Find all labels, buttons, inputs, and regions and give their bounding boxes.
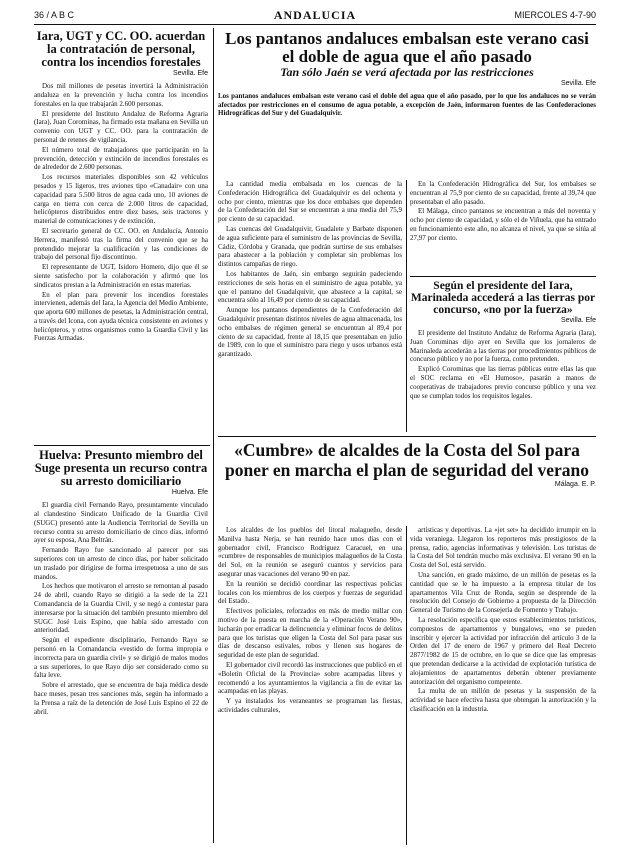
paragraph: Según el expediente disciplinario, Fernando Rayo se personó en la Comandancia «vestido de forma impropia e incorrecta para un guardia civil» y se dirigió de malos modos a sus superiores, lo que Rayo dijo ser considerado como su falta leve. — [34, 636, 208, 680]
article-costa-del-sol-body-1 — [218, 526, 402, 845]
article-pantanos-header — [218, 30, 596, 176]
article-source: Huelva. Efe — [171, 489, 208, 497]
article-pantanos-body-1 — [218, 180, 402, 432]
page-number-label: 36 / A B C — [34, 10, 75, 20]
section-title: ANDALUCIA — [273, 8, 357, 22]
paragraph: Los recursos materiales disponibles son 42 vehículos pesados y 15 ligeros, tres aviones tipo «Canadair» con una capacidad para 5.500 litros de agua cada uno, 10 aviones de carga en tierra con cerca de 2.000 litros de capacidad, helicópteros distribuidos entre diez bases, seis tractores y material de comunicaciones y de extinción. — [34, 173, 208, 226]
article-headline: «Cumbre» de alcaldes de la Costa del Sol para poner en marcha el plan de seguridad del verano — [225, 440, 589, 481]
article-source: Sevilla. Efe — [172, 70, 208, 78]
paragraph: Aunque los pantanos dependientes de la Confederación del Guadalquivir presentan distintos niveles de agua almacenada, los ocho embalses de régimen general se encuentran al 89,4 por ciento de su capacidad, frente al 18,15 que presentaban en julio de 1989, con lo que el suministro para riego y usos urbanos está garantizado. — [218, 306, 402, 359]
paragraph: En la Confederación Hidrográfica del Sur, los embalses se encuentran al 75,9 por ciento de su capacidad, frente al 39,74 que presentaban el año pasado. — [410, 180, 596, 206]
paragraph: artísticas y deportivas. La «jet set» ha decidido irrumpir en la vida veraniega. Llegaron los reporteros más prestigiosos de la prensa, radio, agencias informativas y televisión. Los turistas de la Costa del Sol tendrán mucho más exclusiva. El verano 90 en la Costa del Sol, está servido. — [410, 526, 596, 570]
page-date: MIERCOLES 4-7-90 — [514, 10, 596, 20]
paragraph: La multa de un millón de pesetas y la suspensión de la actividad se hace efectiva hasta que obtengan la autorización y la clasificación en la industria. — [410, 687, 596, 713]
article-source: Sevilla. Efe — [560, 317, 596, 325]
article-divider — [410, 276, 596, 277]
paragraph: Sobre el arrestado, que se encuentra de baja médica desde hace meses, pesan tres sanciones más, según ha informado a la Prensa a raíz de la detención de José Luis Espino el 22 de abril. — [34, 681, 208, 716]
article-divider — [34, 445, 210, 446]
article-iara-incendios — [34, 30, 208, 442]
paragraph: La resolución especifica que estos establecimientos turísticos, compuestos de apartamentos y bungalows, «no se pueden inscribir y ejercer la actividad por infracción del artículo 3 de la Orden del 17 de enero de 1967 y primero del Real Decreto 2877/1982 de 15 de octubre, en lo que se dice que las empresas que pretendan dedicarse a la actividad de explotación turística de alojamientos de apartamentos deberán obtener previamente autorización del organismo competente. — [410, 615, 596, 686]
paragraph: La cantidad media embalsada en los cuencas de la Confederación Hidrográfica del Guadalquivir es del ochenta y ocho por ciento, mientras que los doce embalses que dependen de la Confederación del Sur se encuentran a una media del 75,9 por ciento de su capacidad. — [218, 180, 402, 224]
paragraph: El Málaga, cinco pantanos se encuentran a más del noventa y ocho por ciento de capacidad, y sólo el de Viñuela, que ha entrado en funcionamiento este año, no alcanza el nivel, ya que se sitúa al 27,97 por ciento. — [410, 207, 596, 242]
paragraph: Y ya instalados los veraneantes se programan las fiestas, actividades culturales, — [218, 697, 402, 714]
paragraph: En el plan para prevenir los incendios forestales intervienen, además del Iara, la Agencia del Medio Ambiente, que aporta 600 millones de pesetas, la Administración central, a través del Icona, con ayuda técnica consistente en aviones y helicópteros, y otros organismos como la Guardia Civil y las Fuerzas Armadas. — [34, 290, 208, 343]
page-header — [34, 8, 596, 25]
article-source: Málaga. E. P. — [554, 481, 596, 489]
article-lead: Los pantanos andaluces embalsan este verano casi el doble del agua que el año pasado, por lo que los andaluces no se verán afectados por restricciones en el consumo de agua potable, a excepción de Jaén, informaron fuentes de las Confederaciones Hidrográficas del Sur y del Guadalquivir. — [218, 92, 596, 118]
paragraph: Una sanción, en grado máximo, de un millón de pesetas es la cantidad que se le ha impuesto a la empresa titular de los apartamentos Vila Cruz de Ronda, según se desprende de la resolución del Consejo de Gobierno a propuesta de la Dirección General de Turismo de la Consejería de Fomento y Trabajo. — [410, 570, 596, 615]
column-divider — [213, 28, 214, 843]
paragraph: Efectivos policiales, reforzados en más de medio millar con motivo de la puesta en marcha de la «Operación Verano 90», lucharán por erradicar la delincuencia y eliminar focos de delitos para que los turistas que eligen la Costa del Sol para pasar sus días de descanso estivales, robos y llenen sus hogares de seguridad de este plan de seguridad. — [218, 607, 402, 660]
article-headline: Huelva: Presunto miembro del Suge presenta un recurso contra su arresto domiciliario — [34, 449, 208, 489]
paragraph: Fernando Rayo fue sancionado al parecer por sus superiores con un arresto de cinco días, por haber solicitado un traslado por dirigirse de forma irrespetuosa a uno de sus mandos. — [34, 546, 208, 581]
article-headline: Según el presidente del Iara, Marinaleda accederá a las tierras por concurso, «no por la fuerza» — [410, 280, 596, 317]
paragraph: Explicó Corominas que las tierras públicas entre ellas las que el SOC reclama en «El Humoso», pasarán a manos de cooperativas de trabajadores previo concurso público y una vez que se cumplan todos los requisitos legales. — [410, 365, 596, 400]
paragraph: Las cuencas del Guadalquivir, Guadalete y Barbate disponen de agua suficiente para el suministro de las provincias de Sevilla, Cádiz, Córdoba y Granada, que podrán surtirse de sus embalses para abastecer a la población y completar sin problemas los distintos campañas de riego. — [218, 224, 402, 269]
paragraph: Los habitantes de Jaén, sin embargo seguirán padeciendo restricciones de seis horas en el suministro de agua potable, ya que el pantano del Guadalquivir, que abastece a la capital, se encuentra sólo al 16,49 por ciento de su capacidad. — [218, 269, 402, 305]
paragraph: Dos mil millones de pesetas invertirá la Administración andaluza en la prevención y lucha contra los incendios forestales en la que trabajarán 2.600 personas. — [34, 82, 208, 108]
paragraph: Los hechos que motivaron el arresto se remontan al pasado 24 de abril, cuando Rayo se dirigió a la sede de la 221 Comandancia de la Guardia Civil, y se negó a contestar para interesarse por la situación del también presunto miembro del SUGC José Luis Espino, que había sido arrestado con anterioridad. — [34, 582, 208, 635]
column-divider — [406, 526, 407, 845]
article-headline: Iara, UGT y CC. OO. acuerdan la contratación de personal, contra los incendios forestales — [36, 30, 206, 70]
paragraph: El representante de UGT, Isidoro Homero, dijo que él se siente satisfecho por la colaboración y afirmó que los sindicatos prestan a la Administración en estas materias. — [34, 263, 208, 289]
paragraph: El guardia civil Fernando Rayo, presuntamente vinculado al clandestino Sindicato Unificado de la Guardia Civil (SUGC) presentó ante la Audiencia Territorial de Sevilla un recurso contra su arresto domiciliario de cinco días, informó ayer su esposa, Ana Beltrán. — [34, 501, 208, 545]
paragraph: Los alcaldes de los pueblos del litoral malagueño, desde Manilva hasta Nerja, se han reunido hace unos días con el gobernador civil, Francisco Rodríguez Caracuel, en una «cumbre» de responsables de municipios malagueños de la Costa del Sol, en la reunión se aseguró cuantos y servicios para asegurar unas vacaciones del verano 90 en paz. — [218, 526, 402, 578]
article-source: Sevilla. Efe — [560, 80, 596, 88]
article-huelva-suge — [34, 449, 208, 845]
paragraph: El presidente del Instituto Andaluz de Reforma Agraria (Iara), Juan Corominas, ha firmado esta mañana en Sevilla un convenio con UGT y CC. OO. para la contratación de personal de retenes de vigilancia. — [34, 109, 208, 144]
article-costa-del-sol-header — [218, 440, 596, 524]
article-divider — [218, 436, 596, 437]
article-costa-del-sol-body-2 — [410, 526, 596, 845]
article-pantanos-body-2 — [410, 180, 596, 274]
article-marinaleda — [410, 280, 596, 432]
article-headline: Los pantanos andaluces embalsan este verano casi el doble de agua que el año pasado — [225, 30, 589, 66]
column-divider — [406, 180, 407, 432]
paragraph: El presidente del Instituto Andaluz de Reforma Agraria (Iara), Juan Corominas dijo ayer en Sevilla que los jornaleros de Marinaleda accederán a las tierras por procedimientos públicos de concurso público y no por la fuerza, como pretenden. — [410, 328, 596, 364]
article-subtitle: Tan sólo Jaén se verá afectada por las restricciones — [280, 64, 534, 79]
paragraph: El secretario general de CC. OO. en Andalucía, Antonio Herrera, manifestó tras la firma del convenio que se ha pretendido mejorar la cualificación y las condiciones de trabajo del personal fijo discontinuo. — [34, 226, 208, 262]
paragraph: El gobernador civil recordó las instrucciones que publicó en el «Boletín Oficial de la Provincia» sobre acampadas libres y recomendó a los ayuntamientos la vigilancia a fin de evitar las acampadas en las playas. — [218, 660, 402, 696]
paragraph: El número total de trabajadores que participarán en la prevención, detección y extinción de incendios forestales es de alrededor de 2.600 personas. — [34, 145, 208, 172]
paragraph: En la reunión se decidió coordinar las respectivas policías locales con los miembros de los cuerpos y fuerzas de seguridad del Estado. — [218, 579, 402, 606]
